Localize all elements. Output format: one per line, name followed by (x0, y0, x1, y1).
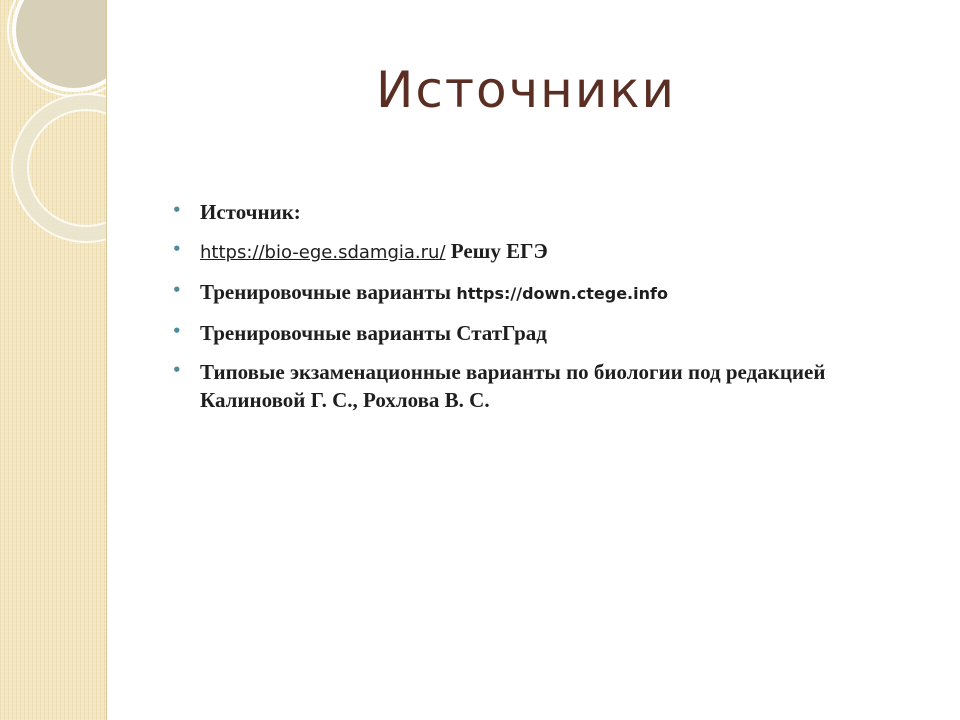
list-item (170, 198, 870, 226)
slide-title: Источники (376, 61, 677, 119)
list-item (170, 278, 870, 308)
list-item (170, 358, 870, 414)
bullet-dot-icon: • (172, 281, 182, 299)
list-item (170, 319, 870, 347)
bullet-dot-icon: • (172, 201, 182, 219)
bullet-dot-icon: • (172, 361, 182, 379)
ctege-url-text: https://down.ctege.info (456, 284, 668, 303)
sources-list (170, 198, 870, 425)
decorative-side-panel (0, 0, 107, 720)
item-text: Решу ЕГЭ (445, 239, 548, 263)
bullet-dot-icon: • (172, 240, 182, 258)
item-text: Тренировочные варианты СтатГрад (200, 321, 547, 345)
item-text: Типовые экзаменационные варианты по биологии под редакцией Калиновой Г. С., Рохлова В. С. (200, 360, 826, 412)
item-text: Источник: (200, 200, 301, 224)
bullet-dot-icon: • (172, 322, 182, 340)
decorative-circles-graphic (0, 0, 106, 720)
reshu-ege-link[interactable]: https://bio-ege.sdamgia.ru/ (200, 242, 446, 263)
list-item (170, 237, 870, 267)
item-text: Тренировочные варианты (200, 280, 457, 304)
